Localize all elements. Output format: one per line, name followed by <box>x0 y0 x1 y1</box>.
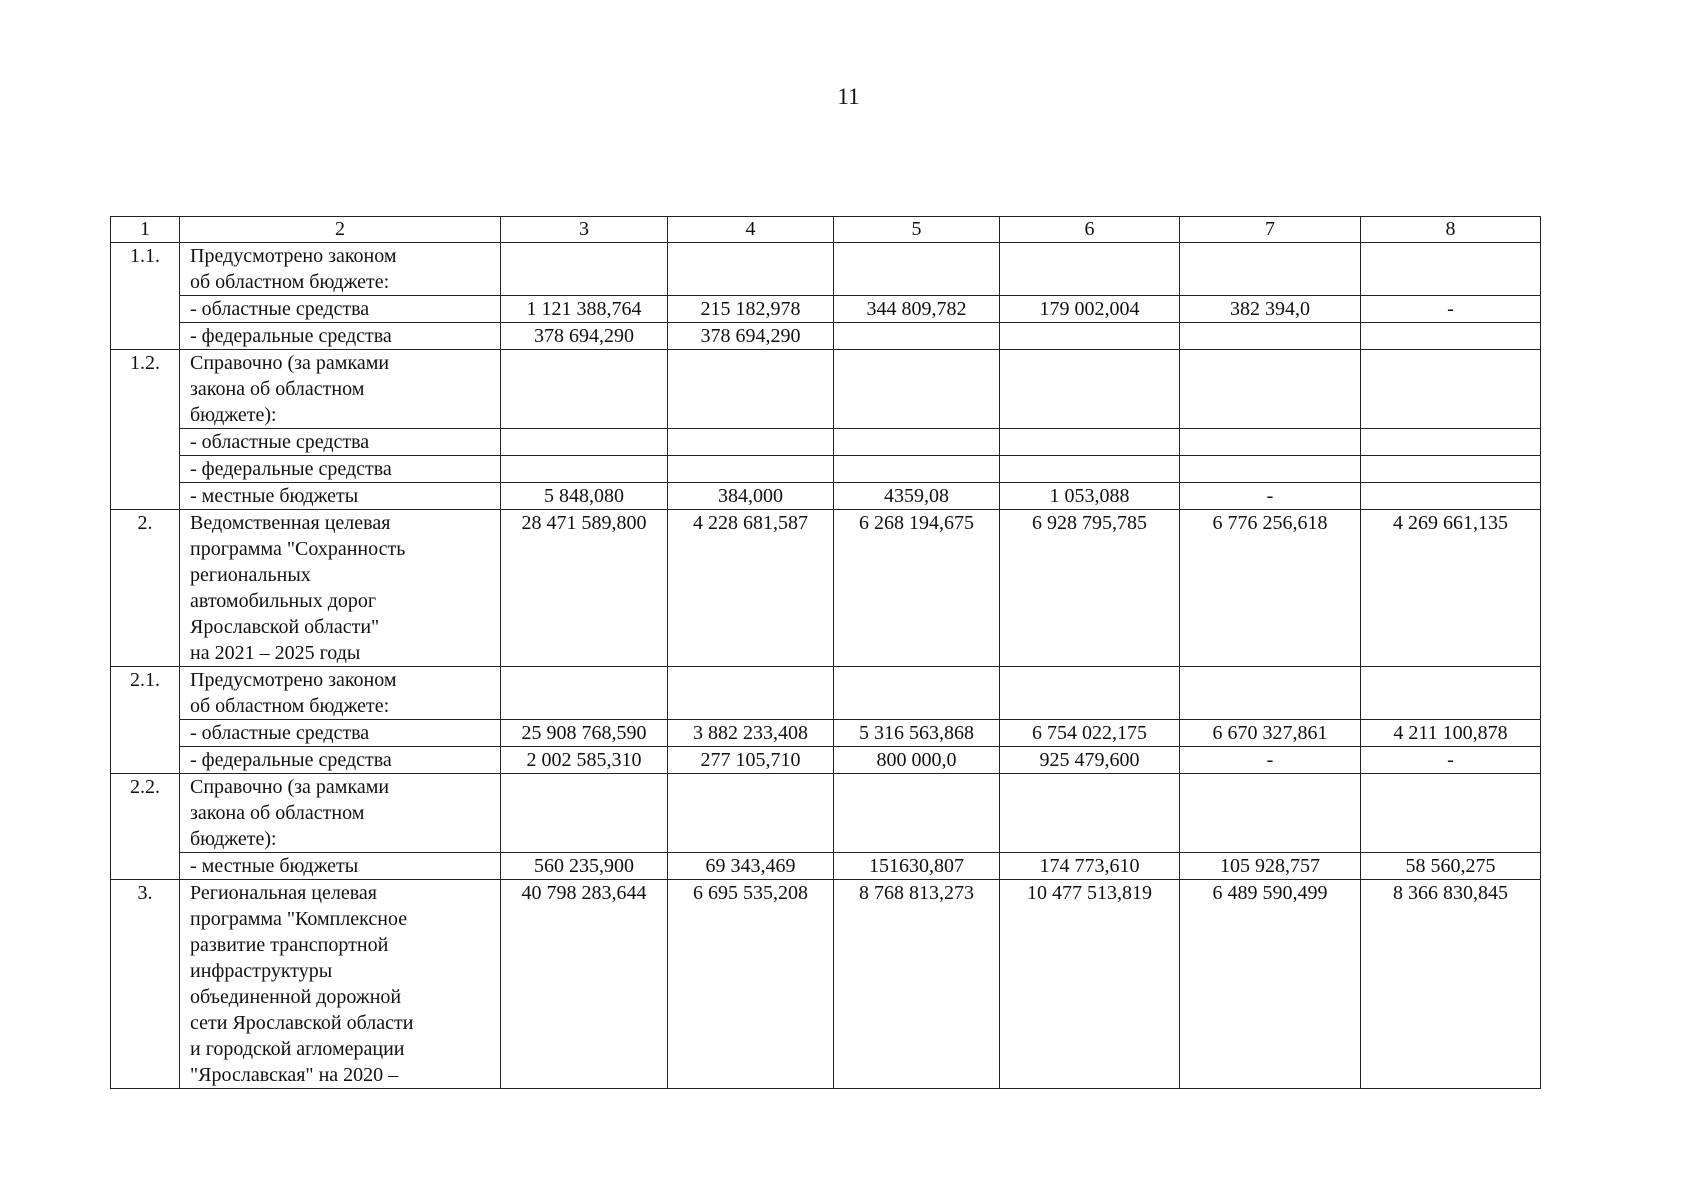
value-cell-col-3: 25 908 768,590 <box>501 720 668 747</box>
value-cell-col-5 <box>834 350 1000 429</box>
value-cell-col-3: 378 694,290 <box>501 323 668 350</box>
value-cell-col-8 <box>1361 350 1541 429</box>
value-cell-col-3 <box>501 350 668 429</box>
value-cell-col-4: 4 228 681,587 <box>668 510 834 667</box>
value-cell-col-8: 4 211 100,878 <box>1361 720 1541 747</box>
row-description-cell: Региональная целевая программа "Комплексное развитие транспортной инфраструктуры объединенной дорожной сети Ярославской области и городской агломерации "Ярославская" на 2020 – <box>180 880 501 1089</box>
value-cell-col-4: 215 182,978 <box>668 296 834 323</box>
value-cell-col-4 <box>668 774 834 853</box>
value-cell-col-6 <box>1000 667 1180 720</box>
table-header-row <box>111 217 1541 243</box>
column-header-5: 5 <box>834 217 1000 243</box>
value-cell-col-8 <box>1361 323 1541 350</box>
value-cell-col-4: 69 343,469 <box>668 853 834 880</box>
value-cell-col-7: 6 489 590,499 <box>1180 880 1361 1089</box>
value-cell-col-8: - <box>1361 747 1541 774</box>
page-number: 11 <box>837 84 860 109</box>
value-cell-col-7: 105 928,757 <box>1180 853 1361 880</box>
row-index-cell: 3. <box>111 880 180 1089</box>
value-cell-col-7 <box>1180 774 1361 853</box>
budget-table <box>110 216 1541 1089</box>
table-row <box>111 243 1541 296</box>
value-cell-col-8: 58 560,275 <box>1361 853 1541 880</box>
value-cell-col-8 <box>1361 243 1541 296</box>
value-cell-col-6: 6 928 795,785 <box>1000 510 1180 667</box>
value-cell-col-3: 2 002 585,310 <box>501 747 668 774</box>
value-cell-col-6: 174 773,610 <box>1000 853 1180 880</box>
column-header-7: 7 <box>1180 217 1361 243</box>
value-cell-col-7 <box>1180 667 1361 720</box>
value-cell-col-5 <box>834 243 1000 296</box>
row-description-cell: - областные средства <box>180 720 501 747</box>
value-cell-col-8 <box>1361 774 1541 853</box>
value-cell-col-6: 1 053,088 <box>1000 483 1180 510</box>
value-cell-col-4 <box>668 429 834 456</box>
value-cell-col-3: 1 121 388,764 <box>501 296 668 323</box>
value-cell-col-7: - <box>1180 747 1361 774</box>
value-cell-col-4 <box>668 667 834 720</box>
value-cell-col-5: 800 000,0 <box>834 747 1000 774</box>
table-row <box>111 510 1541 667</box>
table-row <box>111 296 1541 323</box>
value-cell-col-5: 344 809,782 <box>834 296 1000 323</box>
value-cell-col-4: 378 694,290 <box>668 323 834 350</box>
value-cell-col-3 <box>501 456 668 483</box>
table-row <box>111 667 1541 720</box>
value-cell-col-6 <box>1000 243 1180 296</box>
value-cell-col-7 <box>1180 456 1361 483</box>
value-cell-col-6: 6 754 022,175 <box>1000 720 1180 747</box>
table-row <box>111 720 1541 747</box>
value-cell-col-8: - <box>1361 296 1541 323</box>
value-cell-col-3: 560 235,900 <box>501 853 668 880</box>
table-row <box>111 853 1541 880</box>
budget-table-body <box>111 217 1541 1089</box>
value-cell-col-7: - <box>1180 483 1361 510</box>
value-cell-col-4: 3 882 233,408 <box>668 720 834 747</box>
value-cell-col-6: 10 477 513,819 <box>1000 880 1180 1089</box>
row-description-cell: - областные средства <box>180 429 501 456</box>
value-cell-col-6: 179 002,004 <box>1000 296 1180 323</box>
value-cell-col-5 <box>834 667 1000 720</box>
table-row <box>111 880 1541 1089</box>
value-cell-col-6 <box>1000 429 1180 456</box>
value-cell-col-4: 384,000 <box>668 483 834 510</box>
row-description-cell: - местные бюджеты <box>180 483 501 510</box>
row-description-cell: - федеральные средства <box>180 747 501 774</box>
row-description-cell: - местные бюджеты <box>180 853 501 880</box>
value-cell-col-5: 6 268 194,675 <box>834 510 1000 667</box>
value-cell-col-6 <box>1000 456 1180 483</box>
value-cell-col-4 <box>668 456 834 483</box>
value-cell-col-4: 277 105,710 <box>668 747 834 774</box>
table-row <box>111 774 1541 853</box>
value-cell-col-6 <box>1000 350 1180 429</box>
value-cell-col-6 <box>1000 774 1180 853</box>
value-cell-col-4 <box>668 243 834 296</box>
value-cell-col-5: 8 768 813,273 <box>834 880 1000 1089</box>
value-cell-col-5 <box>834 429 1000 456</box>
row-description-cell: - областные средства <box>180 296 501 323</box>
table-row <box>111 747 1541 774</box>
row-index-cell: 2.2. <box>111 774 180 880</box>
value-cell-col-8: 4 269 661,135 <box>1361 510 1541 667</box>
value-cell-col-5 <box>834 323 1000 350</box>
value-cell-col-5: 5 316 563,868 <box>834 720 1000 747</box>
value-cell-col-7: 6 670 327,861 <box>1180 720 1361 747</box>
row-description-cell: Предусмотрено законом об областном бюджете: <box>180 243 501 296</box>
value-cell-col-7 <box>1180 350 1361 429</box>
row-description-cell: Справочно (за рамками закона об областном бюджете): <box>180 774 501 853</box>
row-description-cell: - федеральные средства <box>180 456 501 483</box>
value-cell-col-5: 151630,807 <box>834 853 1000 880</box>
value-cell-col-3: 40 798 283,644 <box>501 880 668 1089</box>
row-index-cell: 1.2. <box>111 350 180 510</box>
value-cell-col-5 <box>834 774 1000 853</box>
row-description-cell: Ведомственная целевая программа "Сохранность региональных автомобильных дорог Ярославской области" на 2021 – 2025 годы <box>180 510 501 667</box>
table-row <box>111 483 1541 510</box>
value-cell-col-7: 6 776 256,618 <box>1180 510 1361 667</box>
value-cell-col-8 <box>1361 429 1541 456</box>
table-row <box>111 323 1541 350</box>
column-header-4: 4 <box>668 217 834 243</box>
value-cell-col-3 <box>501 429 668 456</box>
value-cell-col-7 <box>1180 323 1361 350</box>
value-cell-col-3: 5 848,080 <box>501 483 668 510</box>
value-cell-col-4: 6 695 535,208 <box>668 880 834 1089</box>
value-cell-col-3 <box>501 774 668 853</box>
value-cell-col-5: 4359,08 <box>834 483 1000 510</box>
value-cell-col-7: 382 394,0 <box>1180 296 1361 323</box>
row-description-cell: Предусмотрено законом об областном бюджете: <box>180 667 501 720</box>
column-header-2: 2 <box>180 217 501 243</box>
table-row <box>111 429 1541 456</box>
value-cell-col-8 <box>1361 456 1541 483</box>
row-index-cell: 2.1. <box>111 667 180 774</box>
row-description-cell: - федеральные средства <box>180 323 501 350</box>
column-header-8: 8 <box>1361 217 1541 243</box>
row-index-cell: 2. <box>111 510 180 667</box>
value-cell-col-5 <box>834 456 1000 483</box>
column-header-3: 3 <box>501 217 668 243</box>
value-cell-col-8 <box>1361 667 1541 720</box>
value-cell-col-8 <box>1361 483 1541 510</box>
table-row <box>111 350 1541 429</box>
table-row <box>111 456 1541 483</box>
column-header-1: 1 <box>111 217 180 243</box>
value-cell-col-7 <box>1180 429 1361 456</box>
row-description-cell: Справочно (за рамками закона об областном бюджете): <box>180 350 501 429</box>
value-cell-col-8: 8 366 830,845 <box>1361 880 1541 1089</box>
value-cell-col-4 <box>668 350 834 429</box>
value-cell-col-6: 925 479,600 <box>1000 747 1180 774</box>
value-cell-col-3 <box>501 667 668 720</box>
row-index-cell: 1.1. <box>111 243 180 350</box>
column-header-6: 6 <box>1000 217 1180 243</box>
value-cell-col-7 <box>1180 243 1361 296</box>
value-cell-col-3: 28 471 589,800 <box>501 510 668 667</box>
value-cell-col-6 <box>1000 323 1180 350</box>
value-cell-col-3 <box>501 243 668 296</box>
